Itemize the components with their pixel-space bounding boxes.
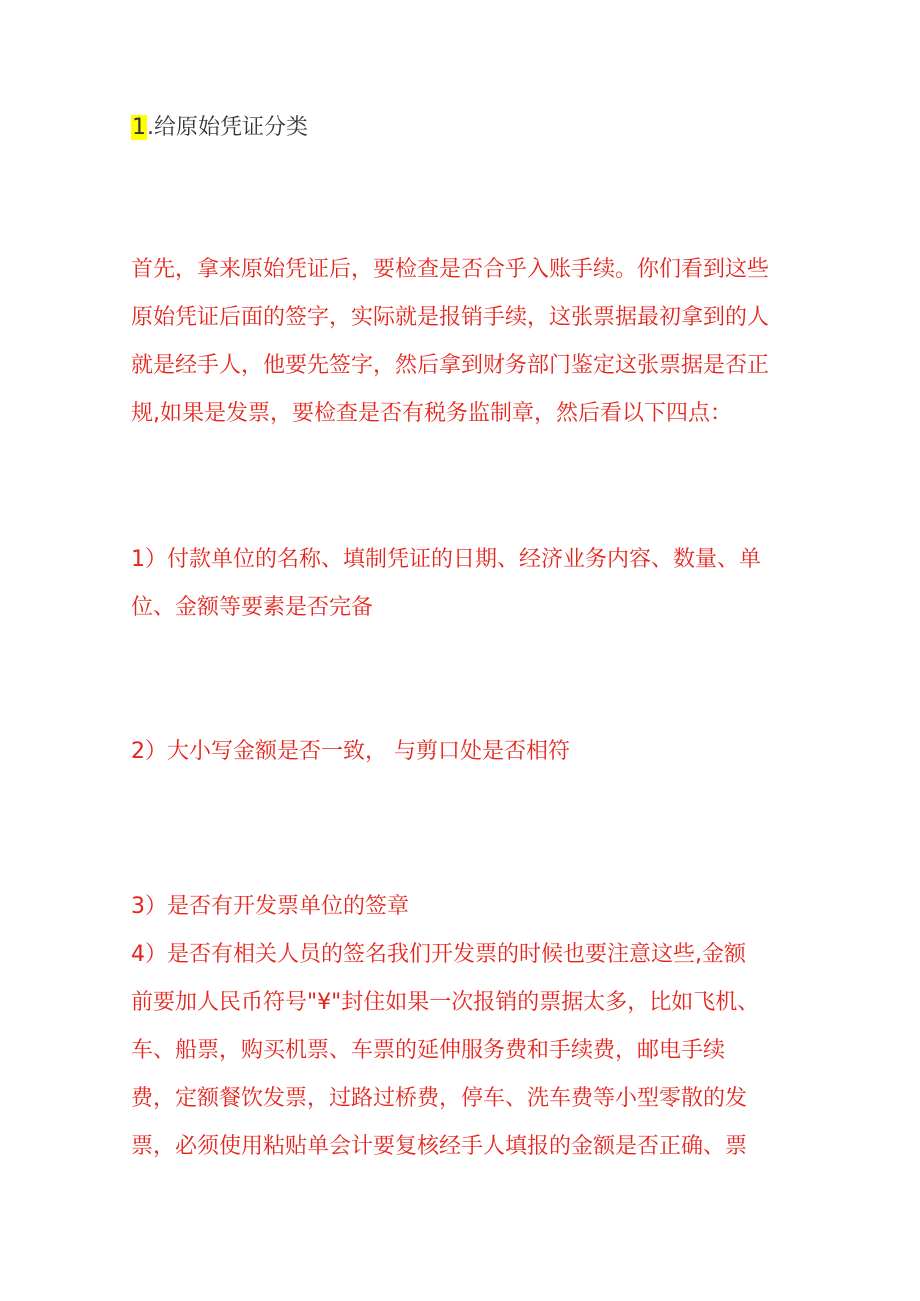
heading-number-highlight: 1: [132, 115, 146, 140]
item-line: 位、金额等要素是否完备: [131, 595, 374, 620]
item-line: 费，定额餐饮发票，过路过桥费，停车、洗车费等小型零散的发: [131, 1086, 748, 1111]
item-line: 2）大小写金额是否一致， 与剪口处是否相符: [131, 739, 570, 764]
check-items-3-4: [131, 883, 811, 1171]
item-line: 票，必须使用粘贴单会计要复核经手人填报的金额是否正确、票: [131, 1134, 748, 1159]
check-item-1: [131, 536, 811, 632]
item-line: 3）是否有开发票单位的签章: [131, 894, 409, 919]
intro-line: 规,如果是发票，要检查是否有税务监制章，然后看以下四点：: [131, 401, 732, 426]
item-line: 前要加人民币符号"¥"封住如果一次报销的票据太多，比如飞机、: [131, 990, 760, 1015]
item-line: 4）是否有相关人员的签名我们开发票的时候也要注意这些,金额: [131, 942, 746, 967]
check-item-2: [131, 728, 811, 776]
intro-line: 就是经手人，他要先签字，然后拿到财务部门鉴定这张票据是否正: [131, 353, 770, 378]
intro-line: 首先，拿来原始凭证后，要检查是否合乎入账手续。你们看到这些: [131, 257, 770, 282]
item-line: 车、船票，购买机票、车票的延伸服务费和手续费，邮电手续: [131, 1038, 726, 1063]
intro-line: 原始凭证后面的签字，实际就是报销手续，这张票据最初拿到的人: [131, 305, 770, 330]
item-line: 1）付款单位的名称、填制凭证的日期、经济业务内容、数量、单: [131, 547, 761, 572]
section-heading: [131, 110, 308, 146]
intro-paragraph: [131, 246, 811, 438]
heading-title: .给原始凭证分类: [147, 115, 308, 140]
